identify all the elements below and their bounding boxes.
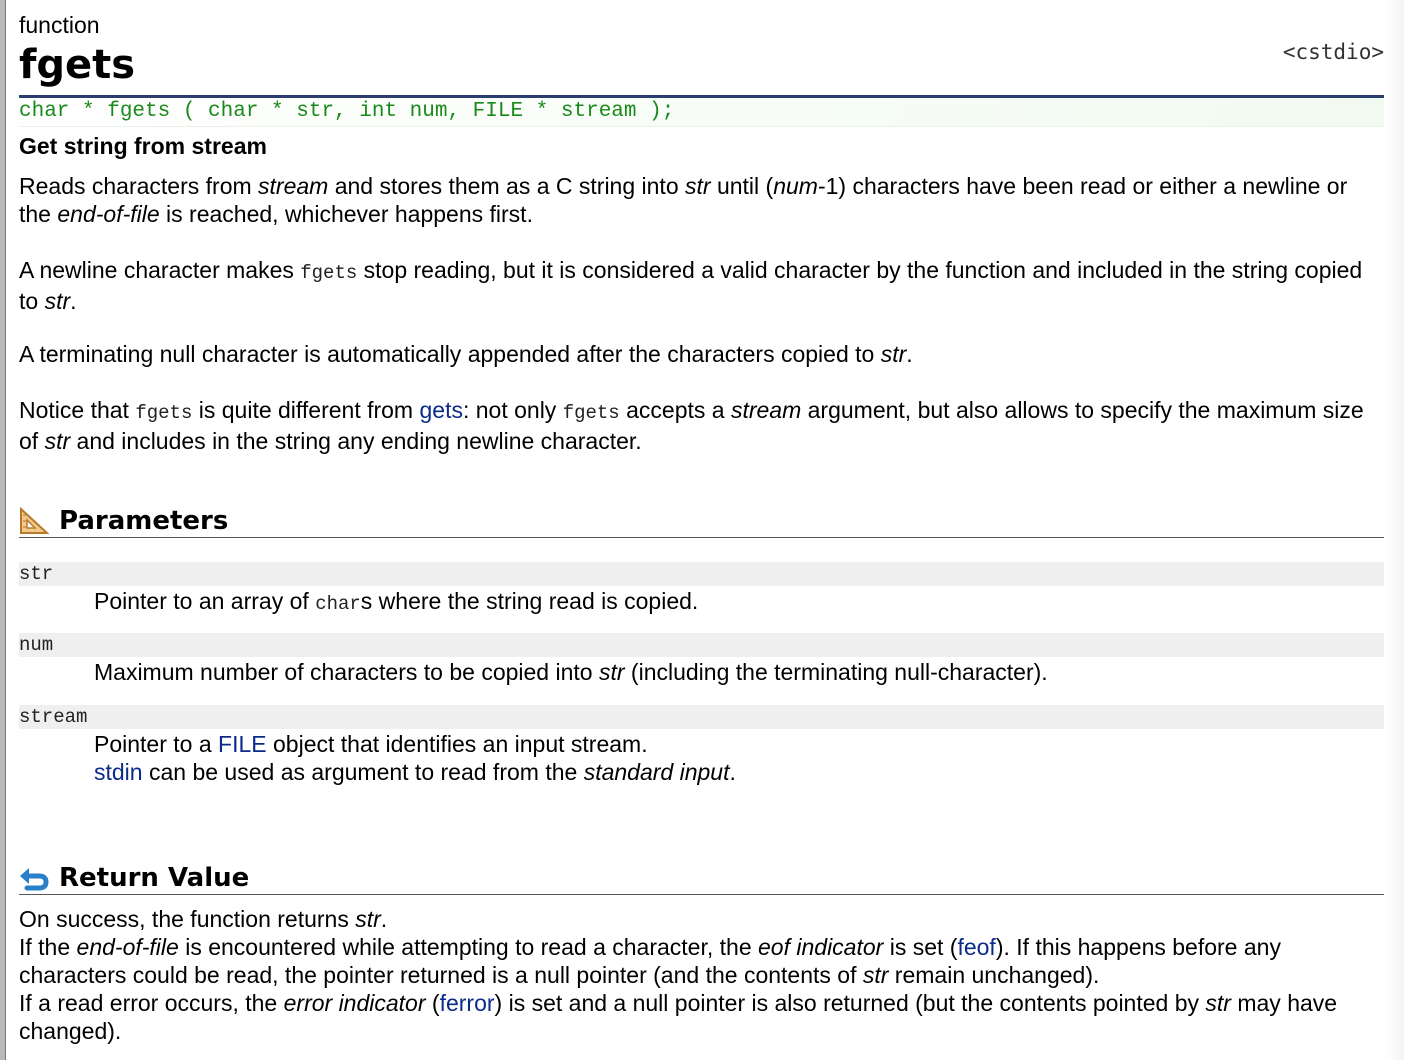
page-title: fgets bbox=[19, 42, 136, 88]
return-line-1: On success, the function returns str. bbox=[19, 906, 388, 932]
param-ref-num: num bbox=[773, 173, 818, 199]
term-error-indicator: error indicator bbox=[283, 990, 426, 1016]
parameters-title: Parameters bbox=[59, 506, 229, 536]
entity-kind: function bbox=[19, 12, 100, 38]
code-fgets: fgets bbox=[300, 262, 358, 284]
short-description: Get string from stream bbox=[19, 133, 267, 159]
left-page-edge bbox=[0, 0, 6, 1060]
return-value-title: Return Value bbox=[59, 863, 250, 893]
param-description-str: Pointer to an array of chars where the string read is copied. bbox=[94, 588, 699, 615]
right-page-edge bbox=[1386, 0, 1404, 1060]
param-ref-str: str bbox=[44, 428, 71, 454]
param-stream-line-2: stdin can be used as argument to read from the standard input. bbox=[94, 759, 736, 785]
param-name-str: str bbox=[19, 562, 1384, 586]
term-end-of-file: end-of-file bbox=[76, 934, 179, 960]
description-paragraph-4: Notice that fgets is quite different from gets: not only fgets accepts a stream argument, but also allows to specify the maximum size of str and includes in the string any ending newline character. bbox=[19, 397, 1364, 454]
description-paragraph-2: A newline character makes fgets stop reading, but it is considered a valid character by the function and included in the string copied to str. bbox=[19, 257, 1363, 314]
function-prototype: char * fgets ( char * str, int num, FILE * stream ); bbox=[19, 98, 1384, 127]
term-eof-indicator: eof indicator bbox=[758, 934, 884, 960]
param-ref-stream: stream bbox=[730, 397, 802, 423]
link-stdin[interactable]: stdin bbox=[94, 759, 143, 785]
param-name-num: num bbox=[19, 633, 1384, 657]
param-stream-line-1: Pointer to a FILE object that identifies an input stream. bbox=[94, 731, 648, 757]
code-fgets: fgets bbox=[562, 402, 620, 424]
param-description-num: Maximum number of characters to be copied into str (including the terminating null-character). bbox=[94, 659, 1048, 685]
link-file[interactable]: FILE bbox=[218, 731, 267, 757]
code-fgets: fgets bbox=[135, 402, 193, 424]
param-ref-str: str bbox=[44, 288, 71, 314]
parameters-section-header bbox=[19, 505, 1384, 538]
param-ref-str: str bbox=[355, 906, 381, 932]
return-value-text bbox=[19, 905, 1384, 1045]
param-ref-str: str bbox=[598, 659, 625, 685]
return-line-2: If the end-of-file is encountered while attempting to read a character, the eof indicator is set (feof). If this happens before any characters could be read, the pointer returned is a null pointer (and the contents of str remain unchanged). bbox=[19, 934, 1281, 988]
code-char: char bbox=[315, 593, 361, 615]
param-ref-str: str bbox=[685, 173, 711, 199]
param-ref-str: str bbox=[1205, 990, 1231, 1016]
return-line-3: If a read error occurs, the error indicator (ferror) is set and a null pointer is also returned (but the contents pointed by str may have changed). bbox=[19, 990, 1338, 1044]
term-standard-input: standard input bbox=[583, 759, 730, 785]
header-library[interactable]: <cstdio> bbox=[1282, 40, 1384, 64]
set-square-icon bbox=[19, 507, 49, 535]
link-gets[interactable]: gets bbox=[419, 397, 463, 423]
term-end-of-file: end-of-file bbox=[57, 201, 160, 227]
param-name-stream: stream bbox=[19, 705, 1384, 729]
param-description-stream bbox=[94, 730, 1384, 786]
return-value-section-header bbox=[19, 862, 1384, 895]
return-arrow-icon bbox=[19, 864, 49, 892]
param-ref-str: str bbox=[880, 341, 907, 367]
link-ferror[interactable]: ferror bbox=[439, 990, 495, 1016]
description-paragraph-1: Reads characters from stream and stores them as a C string into str until (num-1) characters have been read or either a newline or the end-of-file is reached, whichever happens first. bbox=[19, 173, 1348, 227]
param-ref-str: str bbox=[862, 962, 889, 988]
param-ref-stream: stream bbox=[258, 173, 329, 199]
link-feof[interactable]: feof bbox=[957, 934, 996, 960]
description-paragraph-3: A terminating null character is automatically appended after the characters copied to str. bbox=[19, 341, 913, 367]
